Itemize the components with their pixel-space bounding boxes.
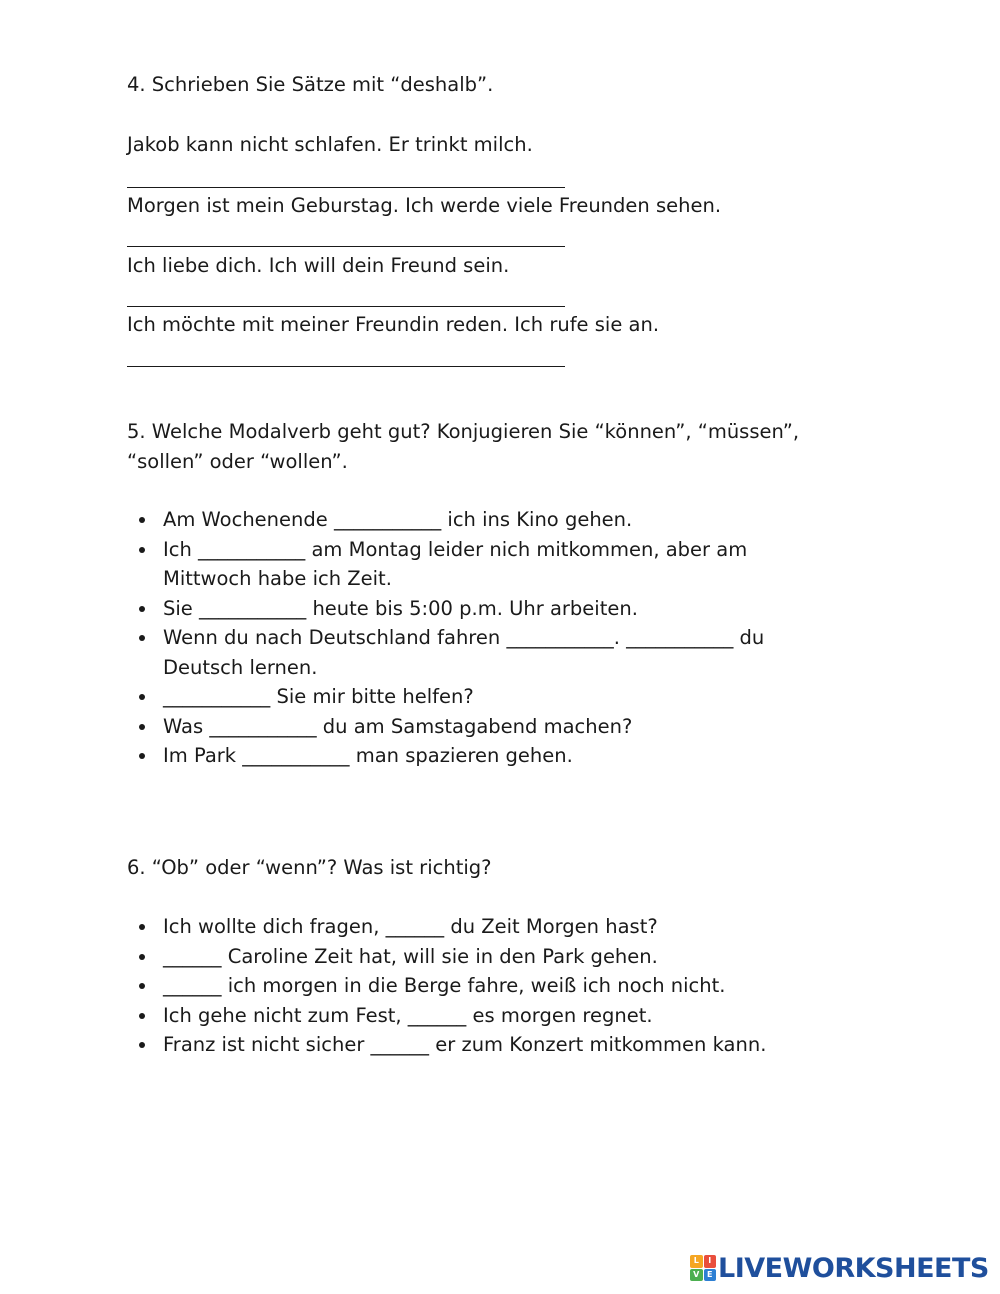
list-item: ___________ Sie mir bitte helfen?: [127, 682, 857, 712]
exercise-4-sentence-1: Jakob kann nicht schlafen. Er trinkt milch.: [127, 133, 533, 156]
exercise-6-list: [127, 912, 857, 1060]
answer-line-2[interactable]: [127, 246, 565, 247]
list-item: ______ ich morgen in die Berge fahre, weiß ich noch nicht.: [127, 971, 857, 1001]
exercise-5-heading-line-2: “sollen” oder “wollen”.: [127, 450, 348, 473]
answer-line-1[interactable]: [127, 187, 565, 188]
list-item: Sie ___________ heute bis 5:00 p.m. Uhr arbeiten.: [127, 594, 857, 624]
list-item: Im Park ___________ man spazieren gehen.: [127, 741, 857, 771]
logo-text: LIVEWORKSHEETS: [718, 1252, 989, 1284]
answer-line-3[interactable]: [127, 306, 565, 307]
logo-mark-icon: L I V E: [690, 1255, 716, 1281]
list-item: Was ___________ du am Samstagabend machen?: [127, 712, 857, 742]
list-item: Ich ___________ am Montag leider nich mitkommen, aber am Mittwoch habe ich Zeit.: [127, 535, 813, 594]
exercise-5-list: [127, 505, 857, 771]
list-item: Ich wollte dich fragen, ______ du Zeit Morgen hast?: [127, 912, 857, 942]
list-item: Franz ist nicht sicher ______ er zum Konzert mitkommen kann.: [127, 1030, 857, 1060]
answer-line-4[interactable]: [127, 366, 565, 367]
exercise-4-sentence-4: Ich möchte mit meiner Freundin reden. Ich rufe sie an.: [127, 313, 660, 336]
exercise-5-heading-line-1: 5. Welche Modalverb geht gut? Konjugieren Sie “können”, “müssen”,: [127, 420, 800, 443]
liveworksheets-logo: [690, 1252, 989, 1284]
list-item: Am Wochenende ___________ ich ins Kino gehen.: [127, 505, 857, 535]
exercise-6-heading: 6. “Ob” oder “wenn”? Was ist richtig?: [127, 856, 492, 879]
list-item: Ich gehe nicht zum Fest, ______ es morgen regnet.: [127, 1001, 857, 1031]
exercise-4-sentence-3: Ich liebe dich. Ich will dein Freund sein.: [127, 254, 510, 277]
exercise-4-heading: 4. Schrieben Sie Sätze mit “deshalb”.: [127, 73, 494, 96]
list-item: ______ Caroline Zeit hat, will sie in den Park gehen.: [127, 942, 857, 972]
exercise-4-sentence-2: Morgen ist mein Geburstag. Ich werde viele Freunden sehen.: [127, 194, 722, 217]
list-item: Wenn du nach Deutschland fahren ___________. ___________ du Deutsch lernen.: [127, 623, 838, 682]
